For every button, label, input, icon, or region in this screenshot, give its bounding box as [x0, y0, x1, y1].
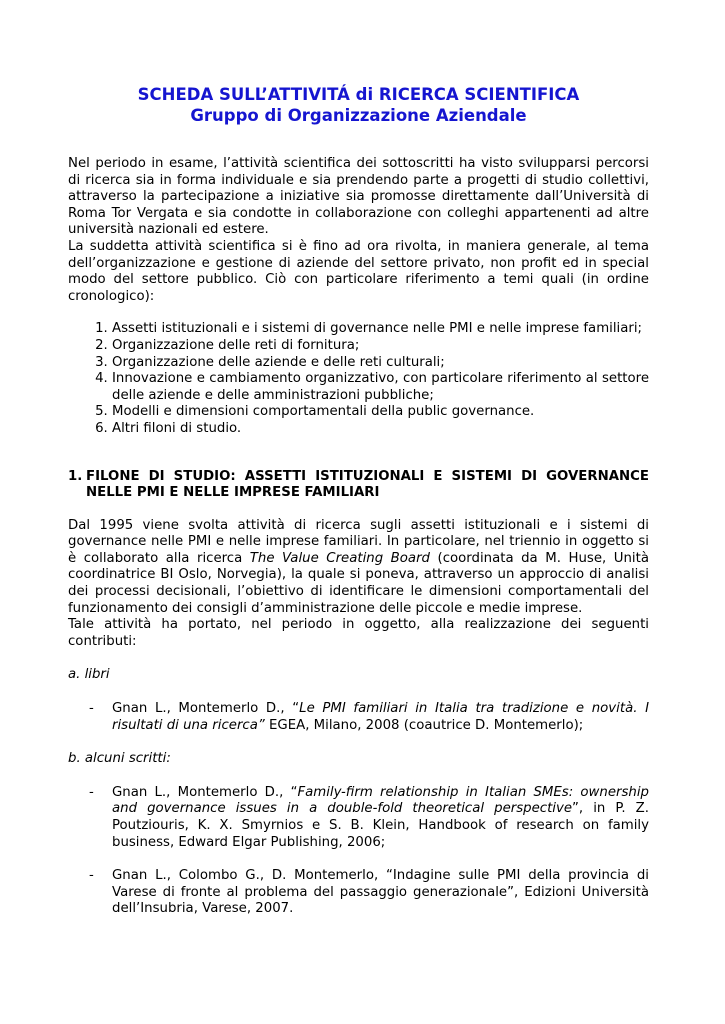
- section-title: FILONE DI STUDIO: ASSETTI ISTITUZIONALI E SISTEMI DI GOVERNANCE NELLE PMI E NELLE IMPRESE FAMILIARI: [86, 468, 649, 501]
- books-list: [68, 701, 649, 734]
- books-label: a. libri: [68, 667, 110, 683]
- reference-text: [112, 868, 649, 918]
- ref-text: EGEA, Milano, 2008 (coautrice D. Montemerlo);: [264, 717, 584, 733]
- ref-italic: Le PMI familiari in Italia tra tradizione e novità. I risultati di una ricerca”: [112, 701, 650, 733]
- para-text: (coordinata da M. Huse, Unità coordinatrice BI Oslo, Norvegia), la quale si poneva, attraverso un approccio di analisi dei processi decisionali, l’obiettivo di identificare le dimensioni comportamentali del funzionamento dei consigli d’amministrazione delle piccole e medie imprese.: [68, 550, 649, 616]
- section-1-heading: [68, 469, 649, 502]
- writings-list: [68, 785, 649, 918]
- topic-item: 3. Organizzazione delle aziende e delle reti culturali;: [112, 355, 649, 372]
- document-title: [68, 84, 649, 126]
- reference-item: [68, 701, 649, 734]
- ref-text: Gnan L., Colombo G., D. Montemerlo, “Indagine sulle PMI della provincia di Varese di fronte al problema del passaggio generazionale”, Edizioni Università dell’Insubria, Varese, 2007.: [112, 868, 649, 917]
- reference-item: [68, 785, 649, 851]
- reference-text: [112, 785, 649, 851]
- topic-item: 6. Altri filoni di studio.: [112, 421, 649, 438]
- section-1-paragraph-2: Tale attività ha portato, nel periodo in oggetto, alla realizzazione dei seguenti contributi:: [68, 617, 649, 649]
- list-dash: -: [89, 784, 94, 800]
- ref-text: Gnan L., Montemerlo D., “: [112, 784, 298, 800]
- topic-item: 2. Organizzazione delle reti di fornitura;: [112, 338, 649, 355]
- topic-item: 1. Assetti istituzionali e i sistemi di governance nelle PMI e nelle imprese familiari;: [112, 321, 649, 338]
- title-line-1: SCHEDA SULL’ATTIVITÁ di RICERCA SCIENTIFICA: [137, 85, 580, 104]
- topics-list: [68, 321, 649, 437]
- reference-item: [68, 868, 649, 918]
- intro-paragraph-2: La suddetta attività scientifica si è fino ad ora rivolta, in maniera generale, al tema dell’organizzazione e gestione di aziende del settore privato, non profit ed in special modo del settore pubblico. Ciò con particolare riferimento a temi quali (in ordine cronologico):: [68, 238, 649, 304]
- list-dash: -: [89, 868, 94, 884]
- ref-text: ”, in P. Z. Poutziouris, K. X. Smyrnios e S. B. Klein, Handbook of research on family business, Edward Elgar Publishing, 2006;: [112, 801, 649, 850]
- topic-item: 4. Innovazione e cambiamento organizzativo, con particolare riferimento al settore delle aziende e delle amministrazioni pubbliche;: [112, 371, 649, 404]
- reference-text: [112, 701, 649, 734]
- section-1-paragraph-1: [68, 518, 649, 618]
- intro-paragraph-1: Nel periodo in esame, l’attività scientifica dei sottoscritti ha visto svilupparsi percorsi di ricerca sia in forma individuale e sia prendendo parte a progetti di studio collettivi, attraverso la partecipazione a iniziative sia promosse direttamente dall’Università di Roma Tor Vergata e sia condotte in collaborazione con colleghi appartenenti ad altre università nazionali ed estere.: [68, 156, 649, 238]
- writings-label: b. alcuni scritti:: [68, 751, 171, 767]
- ref-text: Gnan L., Montemerlo D., “: [112, 701, 300, 717]
- para-text: Dal 1995 viene svolta attività di ricerca sugli assetti istituzionali e i sistemi di governance nelle PMI e nelle imprese familiari. In particolare, nel triennio in oggetto si è collaborato alla ricerca: [68, 517, 649, 566]
- topic-item: 5. Modelli e dimensioni comportamentali della public governance.: [112, 404, 649, 421]
- section-number: 1.: [68, 468, 83, 484]
- para-italic-title: The Value Creating Board: [249, 550, 430, 566]
- title-line-2: Gruppo di Organizzazione Aziendale: [190, 106, 527, 125]
- list-dash: -: [89, 701, 94, 717]
- ref-italic: Family-firm relationship in Italian SMEs: ownership and governance issues in a double-fold theoretical perspective: [112, 784, 649, 817]
